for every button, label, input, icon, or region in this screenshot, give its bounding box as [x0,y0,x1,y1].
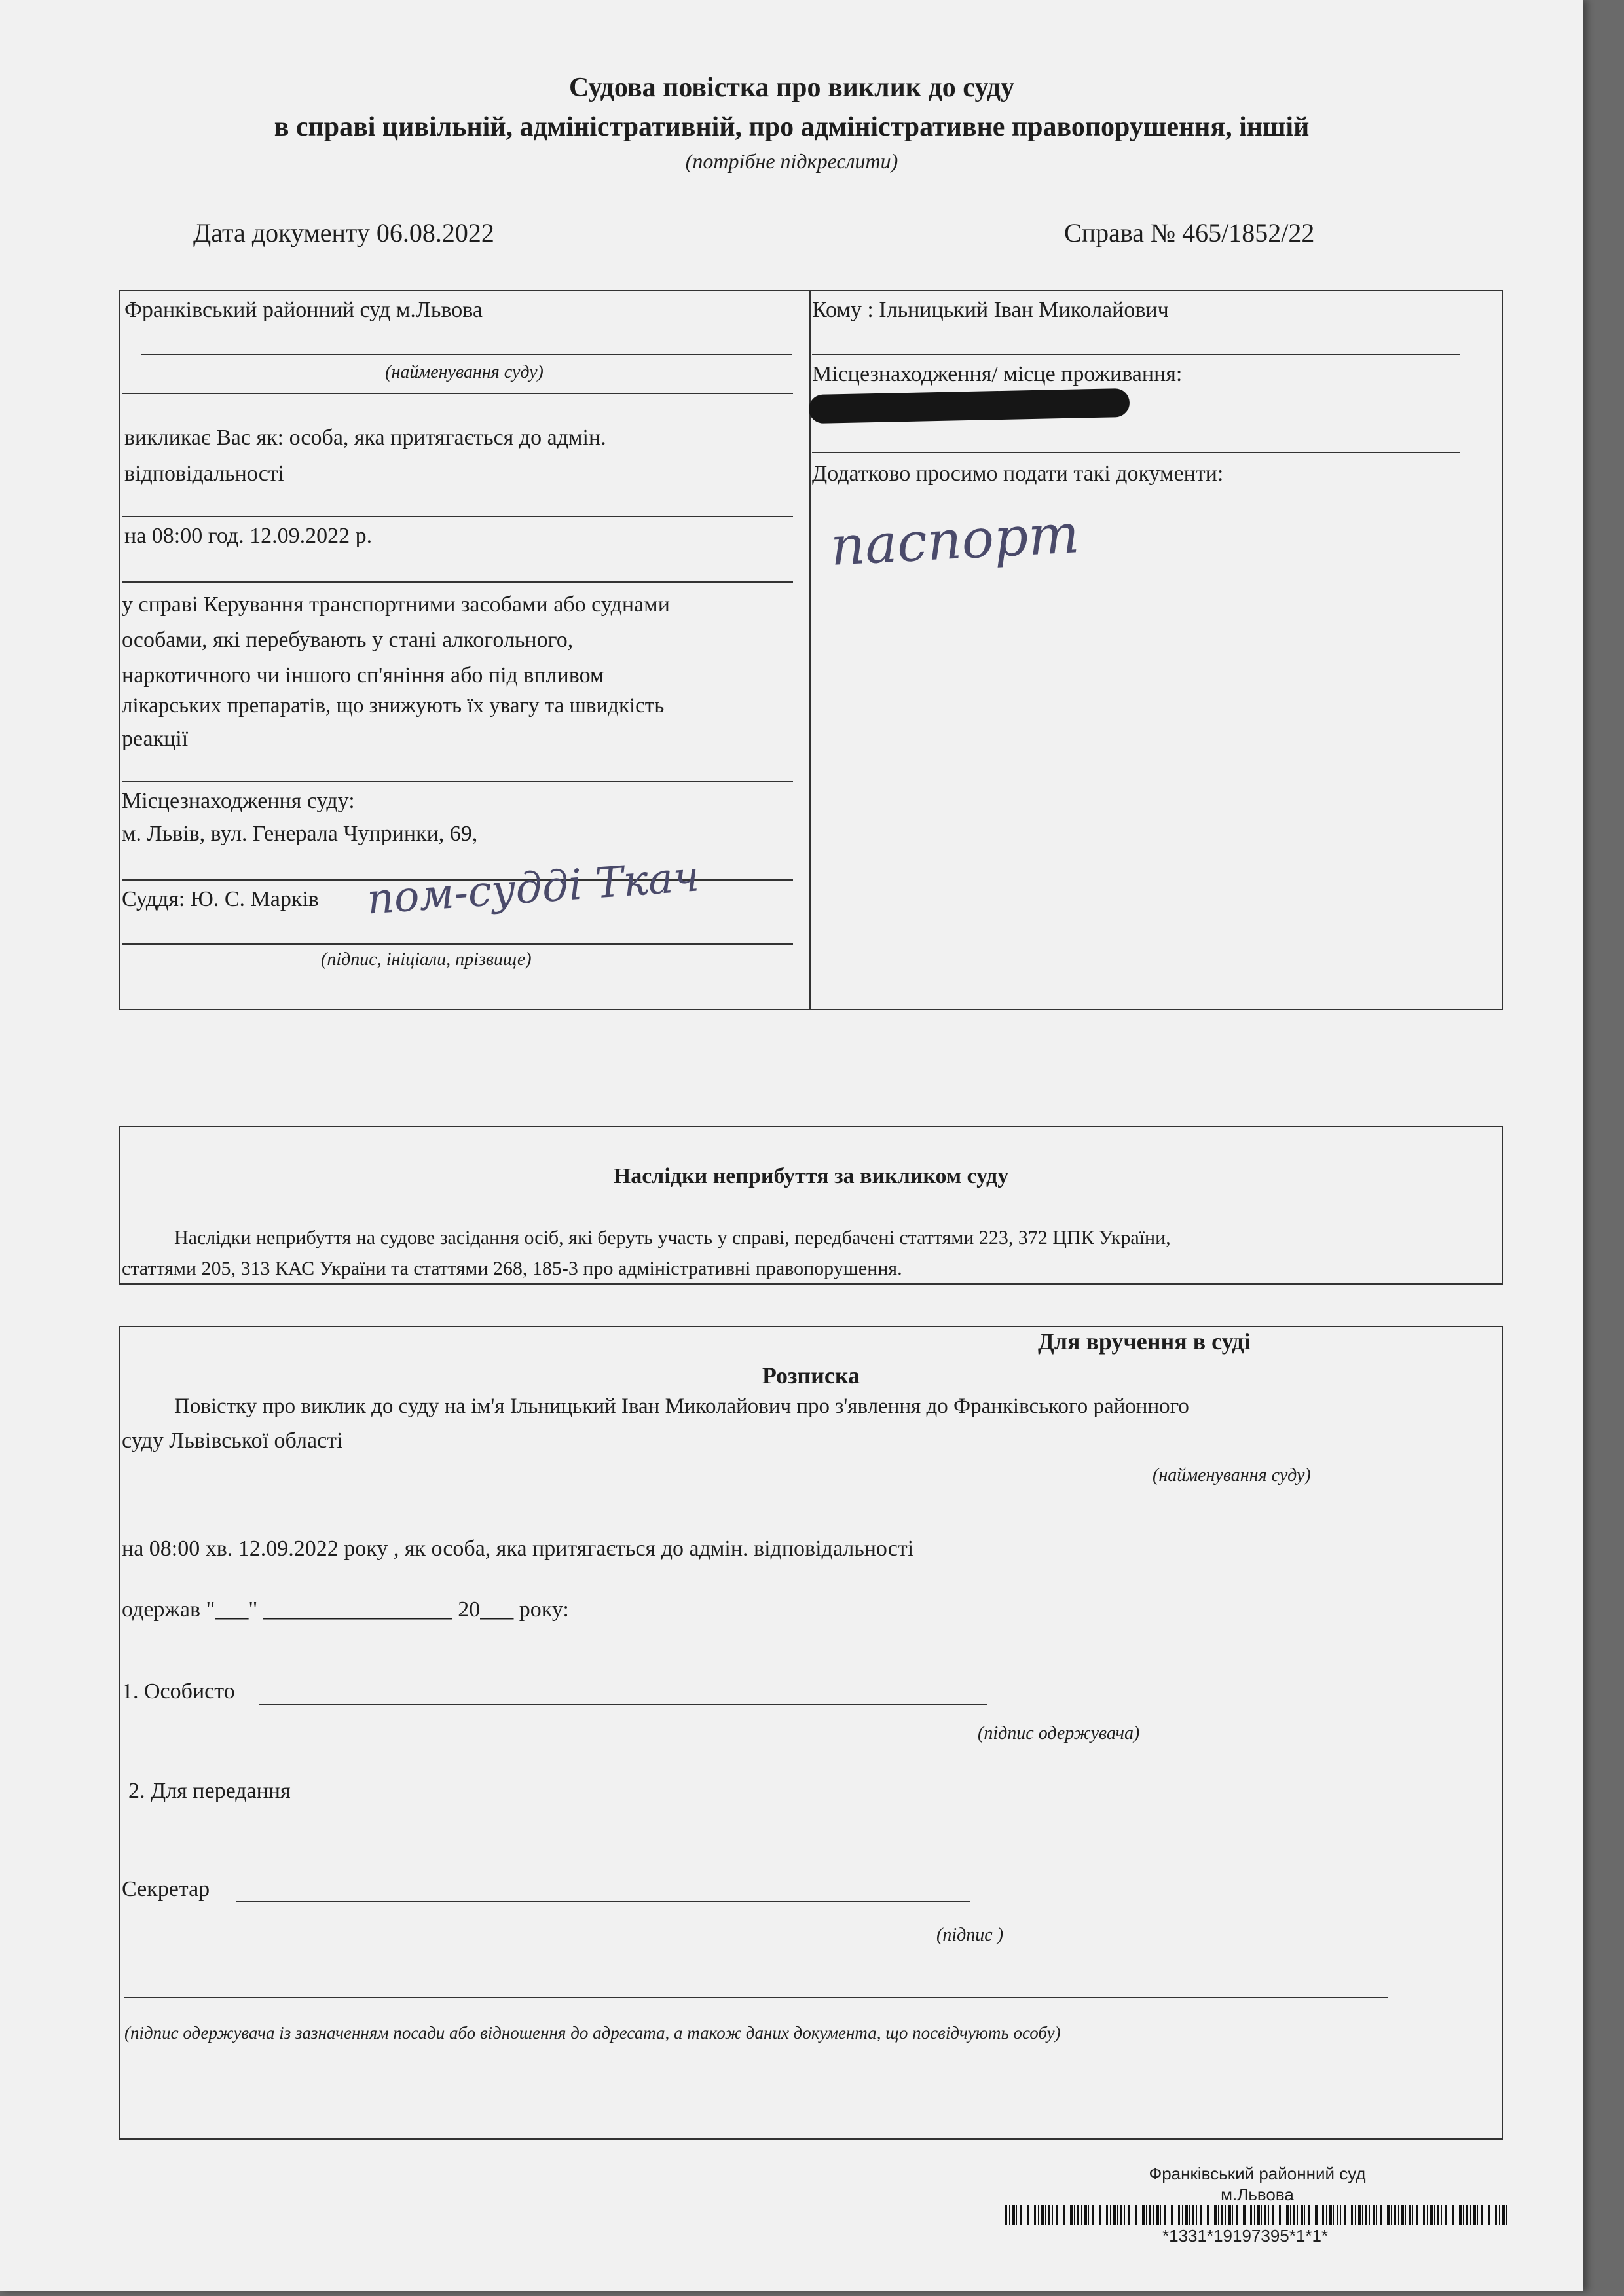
rule [812,452,1460,453]
recipient-name: Кому : Ільницький Іван Миколайович [812,298,1169,322]
recipient-signature-caption: (підпис одержувача) [978,1723,1140,1743]
rule [122,581,793,583]
court-name-caption: (найменування суду) [385,362,544,382]
personally-signature-line [259,1704,987,1705]
receipt-line-1: Повістку про виклик до суду на ім'я Ільницький Іван Миколайович про з'явлення до Франківського районного [174,1394,1189,1418]
hearing-time: на 08:00 год. 12.09.2022 р. [124,524,373,548]
underline-note: (потрібне підкреслити) [685,149,898,173]
secretary-signature-line [236,1901,970,1902]
receipt-line-2: суду Львівської області [122,1429,343,1453]
received-line: одержав "___" _________________ 20___ року: [122,1597,569,1622]
consequences-text-line-1: Наслідки неприбуття на судове засідання осіб, які беруть участь у справі, передбачені статтями 223, 372 ЦПК України, [174,1227,1171,1248]
stamp-court-line-1: Франківський районний суд [1149,2164,1366,2183]
case-line-2: особами, які перебувають у стані алкогольного, [122,628,574,652]
for-transfer-label: 2. Для передання [128,1779,291,1803]
case-number: Справа № 465/1852/22 [1064,218,1315,247]
table-divider [809,290,811,1010]
footer-caption: (підпис одержувача із зазначенням посади або відношення до адресата, а також даних документа, що посвідчують особу) [124,2023,1061,2043]
court-name: Франківський районний суд м.Львова [124,298,483,322]
for-court-delivery: Для вручення в суді [1038,1328,1251,1355]
footer-signature-line [124,1997,1388,1998]
receipt-court-caption: (найменування суду) [1153,1465,1311,1485]
secretary-signature-caption: (підпис ) [936,1925,1004,1945]
residence-label: Місцезнаходження/ місце проживання: [812,362,1183,386]
court-name-rule [141,354,792,355]
summoned-as-line-2: відповідальності [124,462,285,486]
case-line-5: реакції [122,727,189,751]
documents-label: Додатково просимо подати такі документи: [812,462,1224,486]
rule [122,781,793,782]
case-line-1: у справі Керування транспортними засобами або суднами [122,592,670,617]
judge-caption: (підпис, ініціали, прізвище) [321,949,532,970]
consequences-heading: Наслідки неприбуття за викликом суду [613,1164,1009,1188]
judge-name: Суддя: Ю. С. Марків [122,887,319,911]
document-date: Дата документу 06.08.2022 [193,218,494,247]
rule [122,516,793,517]
case-line-4: лікарських препаратів, що знижують їх увагу та швидкість [122,694,665,718]
consequences-text-line-2: статтями 205, 313 КАС України та статтями 268, 185-3 про адміністративні правопорушення. [122,1258,902,1279]
signature-rule [122,943,793,945]
court-location: м. Львів, вул. Генерала Чупринки, 69, [122,822,478,846]
summoned-as-line-1: викликає Вас як: особа, яка притягається до адмін. [124,426,606,450]
receipt-heading: Розписка [762,1362,860,1389]
judge-signature: пом-судді Ткач [365,852,701,924]
personally-label: 1. Особисто [122,1679,235,1704]
rule [122,393,793,394]
title-line-2: в справі цивільній, адміністративній, про адміністративне правопорушення, іншій [274,112,1310,142]
documents-handwritten: паспорт [828,503,1081,578]
rule [812,354,1460,355]
barcode-text: *1331*19197395*1*1* [1162,2226,1329,2246]
receipt-time-line: на 08:00 хв. 12.09.2022 року , як особа, яка притягається до адмін. відповідальності [122,1537,914,1561]
barcode [1005,2205,1509,2225]
secretary-label: Секретар [122,1877,210,1901]
court-location-label: Місцезнаходження суду: [122,789,355,813]
title-line-1: Судова повістка про виклик до суду [569,73,1014,103]
stamp-court-line-2: м.Львова [1221,2185,1294,2204]
case-line-3: наркотичного чи іншого сп'яніння або під впливом [122,663,604,687]
